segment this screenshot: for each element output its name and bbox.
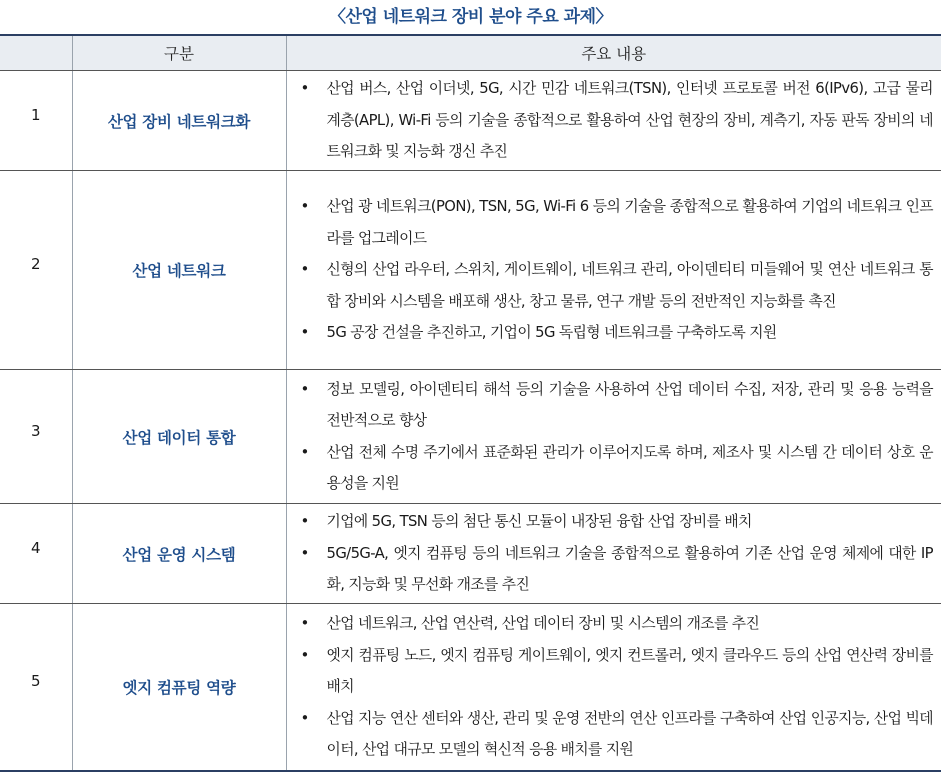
list-item: • 산업 지능 연산 센터와 생산, 관리 및 운영 전반의 연산 인프라를 구축하여 산업 인공지능, 산업 빅데이터, 산업 대규모 모델의 혁신적 응용 배치를 지원 xyxy=(301,703,934,766)
row-number: 2 xyxy=(0,171,72,370)
row-number: 1 xyxy=(0,71,72,171)
list-item: • 엣지 컴퓨팅 노드, 엣지 컴퓨팅 게이트웨이, 엣지 컨트롤러, 엣지 클라우드 등의 산업 연산력 장비를 배치 xyxy=(301,640,934,703)
table-row xyxy=(0,604,941,771)
table-row xyxy=(0,71,941,171)
bullet-list xyxy=(301,73,934,168)
list-item: • 산업 버스, 산업 이더넷, 5G, 시간 민감 네트워크(TSN), 인터넷 프로토콜 버전 6(IPv6), 고급 물리 계층(APL), Wi-Fi 등의 기술을 종합적으로 활용하여 산업 현장의 장비, 계측기, 자동 판독 장비의 네트워크화 및 지능화 갱신 추진 xyxy=(301,73,934,168)
table-row xyxy=(0,171,941,370)
header-content: 주요 내용 xyxy=(286,35,941,71)
list-item: • 산업 광 네트워크(PON), TSN, 5G, Wi-Fi 6 등의 기술을 종합적으로 활용하여 기업의 네트워크 인프라를 업그레이드 xyxy=(301,191,934,254)
row-number: 3 xyxy=(0,370,72,504)
table-row xyxy=(0,504,941,604)
bullet-list xyxy=(301,374,934,500)
header-row xyxy=(0,35,941,71)
bullet-list xyxy=(301,191,934,349)
bullet-list xyxy=(301,506,934,601)
table-title: 〈산업 네트워크 장비 분야 주요 과제〉 xyxy=(329,7,612,27)
header-category: 구분 xyxy=(72,35,286,71)
row-category: 산업 운영 시스템 xyxy=(72,504,286,604)
row-content xyxy=(286,370,941,504)
row-content xyxy=(286,71,941,171)
row-category: 산업 장비 네트워크화 xyxy=(72,71,286,171)
row-category: 산업 네트워크 xyxy=(72,171,286,370)
table-row xyxy=(0,370,941,504)
list-item: • 5G 공장 건설을 추진하고, 기업이 5G 독립형 네트워크를 구축하도록 지원 xyxy=(301,317,934,349)
list-item: • 산업 전체 수명 주기에서 표준화된 관리가 이루어지도록 하며, 제조사 및 시스템 간 데이터 상호 운용성을 지원 xyxy=(301,437,934,500)
row-content xyxy=(286,171,941,370)
row-content xyxy=(286,604,941,771)
list-item: • 신형의 산업 라우터, 스위치, 게이트웨이, 네트워크 관리, 아이덴티티 미들웨어 및 연산 네트워크 통합 장비와 시스템을 배포해 생산, 창고 물류, 연구 개발 등의 전반적인 지능화를 촉진 xyxy=(301,254,934,317)
row-content xyxy=(286,504,941,604)
row-category: 엣지 컴퓨팅 역량 xyxy=(72,604,286,771)
bullet-list xyxy=(301,608,934,766)
row-number: 5 xyxy=(0,604,72,771)
row-category: 산업 데이터 통합 xyxy=(72,370,286,504)
header-number xyxy=(0,35,72,71)
row-number: 4 xyxy=(0,504,72,604)
list-item: • 정보 모델링, 아이덴티티 해석 등의 기술을 사용하여 산업 데이터 수집, 저장, 관리 및 응용 능력을 전반적으로 향상 xyxy=(301,374,934,437)
tasks-table xyxy=(0,34,941,772)
list-item: • 기업에 5G, TSN 등의 첨단 통신 모듈이 내장된 융합 산업 장비를 배치 xyxy=(301,506,934,538)
list-item: • 5G/5G-A, 엣지 컴퓨팅 등의 네트워크 기술을 종합적으로 활용하여 기존 산업 운영 체제에 대한 IP화, 지능화 및 무선화 개조를 추진 xyxy=(301,538,934,601)
list-item: • 산업 네트워크, 산업 연산력, 산업 데이터 장비 및 시스템의 개조를 추진 xyxy=(301,608,934,640)
